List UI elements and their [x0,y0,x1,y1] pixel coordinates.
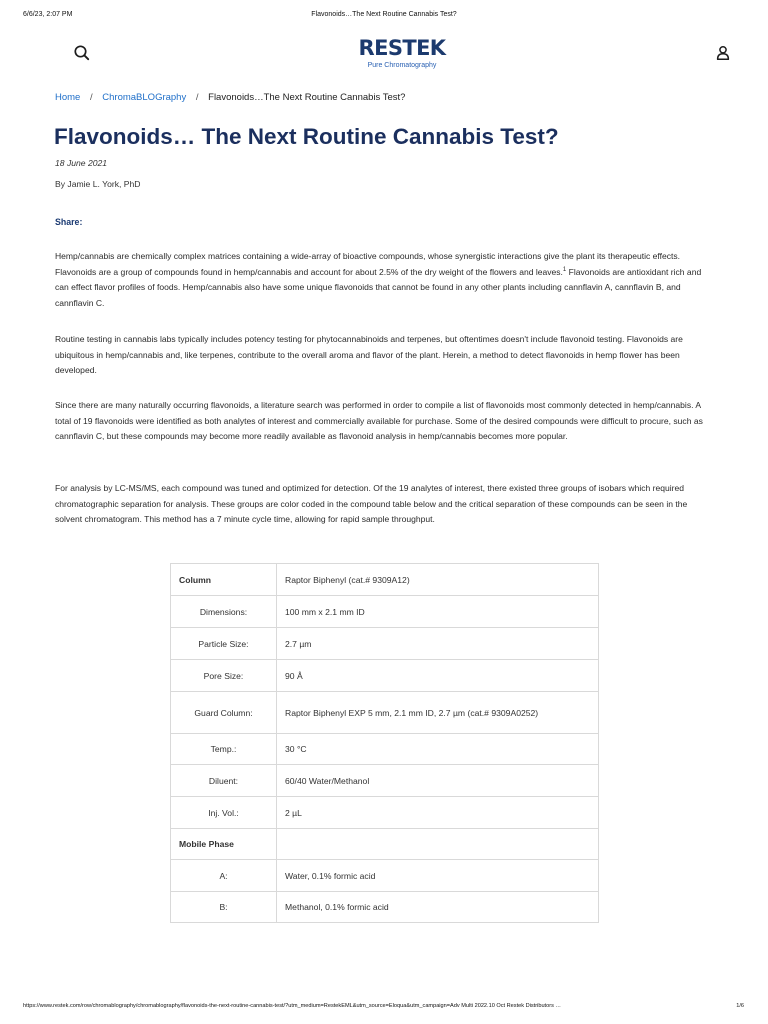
footnote-ref[interactable]: 1 [562,266,567,273]
paragraph-literature: Since there are many naturally occurring flavonoids, a literature search was performed in order to compile a list of flavonoids most commonly detected in hemp/cannabis. A total of 19 flavonoids were identified as both analytes of interest and commercially available for purchase. Some of the desired compounds were difficult to procure, such as cannflavin C, but these compounds may become more readily available as flavonoid analysis in hemp/cannabis becomes more popular. [55,400,703,442]
row-value: 100 mm x 2.1 mm ID [277,596,599,628]
table-row [171,797,599,829]
row-label: Inj. Vol.: [171,797,277,829]
table-row [171,564,599,596]
row-value: 60/40 Water/Methanol [277,765,599,797]
breadcrumb-separator: / [89,92,93,103]
logo-tagline: Pure Chromatography [367,62,437,69]
print-title: Flavonoids…The Next Routine Cannabis Test? [311,11,457,18]
table-row [171,829,599,860]
publish-date: 18 June 2021 [55,158,108,168]
row-value [277,829,599,860]
row-label: Column [171,564,277,596]
row-label: Mobile Phase [171,829,277,860]
row-value: Raptor Biphenyl (cat.# 9309A12) [277,564,599,596]
table-row [171,692,599,734]
user-icon [713,43,733,63]
row-label: Guard Column: [171,692,277,734]
search-button[interactable] [72,43,92,63]
row-value: 2 µL [277,797,599,829]
restek-logo[interactable] [354,36,450,72]
paragraph-text: Hemp/cannabis are chemically complex matrices containing a wide-array of bioactive compounds, whose synergistic interactions give the plant its therapeutic effects. Flavonoids are a group of compounds found in hemp/cannabis and account for about 2.5% of the dry weight of the flowers and leaves. [55,251,681,277]
row-label: Temp.: [171,734,277,765]
row-value: 30 °C [277,734,599,765]
row-value: Raptor Biphenyl EXP 5 mm, 2.1 mm ID, 2.7 µm (cat.# 9309A0252) [277,692,599,734]
table-row [171,660,599,692]
paragraph-testing: Routine testing in cannabis labs typically includes potency testing for phytocannabinoids and terpenes, but oftentimes doesn't include flavonoid testing. Flavonoids are ubiquitous in hemp/cannabis and, like terpenes, contribute to the overall aroma and flavor of the plant. Herein, a method to detect flavonoids in hemp flower has been developed. [55,334,683,376]
paragraph-analysis: For analysis by LC-MS/MS, each compound was tuned and optimized for detection. Of the 19 analytes of interest, there existed three groups of isobars which required chromatographic separation for analysis. These groups are color coded in the compound table below and the critical separation of these compounds can be seen in the solvent chromatogram. This method has a 7 minute cycle time, allowing for rapid sample throughput. [55,483,688,525]
search-icon [72,43,92,63]
article-title: Flavonoids… The Next Routine Cannabis Test? [54,124,559,149]
table-row [171,628,599,660]
table-row [171,596,599,628]
row-value: 2.7 µm [277,628,599,660]
paragraph-text: Flavonoids are antioxidant rich and can effect flavor profiles of foods. Hemp/cannabis also have some unique flavonoids that cannot be found in any other plants including cannflavin A, cannflavin B, and cannflavin C. [55,266,702,308]
row-label: Dimensions: [171,596,277,628]
row-value: 90 Å [277,660,599,692]
breadcrumb [55,92,405,104]
print-url: https://www.restek.com/row/chromablography/chromablography/flavonoids-the-next-routine-cannabis-test/?utm_medium=RestekEML&utm_source=Eloqua&utm_campaign=Adv Multi 2022.10 Oct Restek Distributors … [23,1003,562,1009]
row-value: Methanol, 0.1% formic acid [277,892,599,923]
print-header [0,11,768,23]
breadcrumb-section[interactable]: ChromaBLOGraphy [102,92,187,103]
row-label: A: [171,860,277,892]
table-row [171,892,599,923]
table-row [171,860,599,892]
row-value: Water, 0.1% formic acid [277,860,599,892]
account-button[interactable] [713,43,733,63]
row-label: Particle Size: [171,628,277,660]
breadcrumb-separator: / [195,92,199,103]
print-footer [0,1003,768,1015]
table-row [171,765,599,797]
breadcrumb-home[interactable]: Home [55,92,81,103]
print-date: 6/6/23, 2:07 PM [23,11,73,18]
table-row [171,734,599,765]
row-label: Pore Size: [171,660,277,692]
row-label: Diluent: [171,765,277,797]
page-number: 1/6 [736,1003,744,1009]
conditions-table [170,563,599,923]
paragraph-intro [55,249,715,311]
share-label[interactable]: Share: [55,217,83,227]
site-header [0,34,768,74]
logo-wordmark: RESTEK [358,36,446,60]
author-byline: By Jamie L. York, PhD [55,179,141,189]
breadcrumb-current: Flavonoids…The Next Routine Cannabis Test? [208,92,406,103]
row-label: B: [171,892,277,923]
